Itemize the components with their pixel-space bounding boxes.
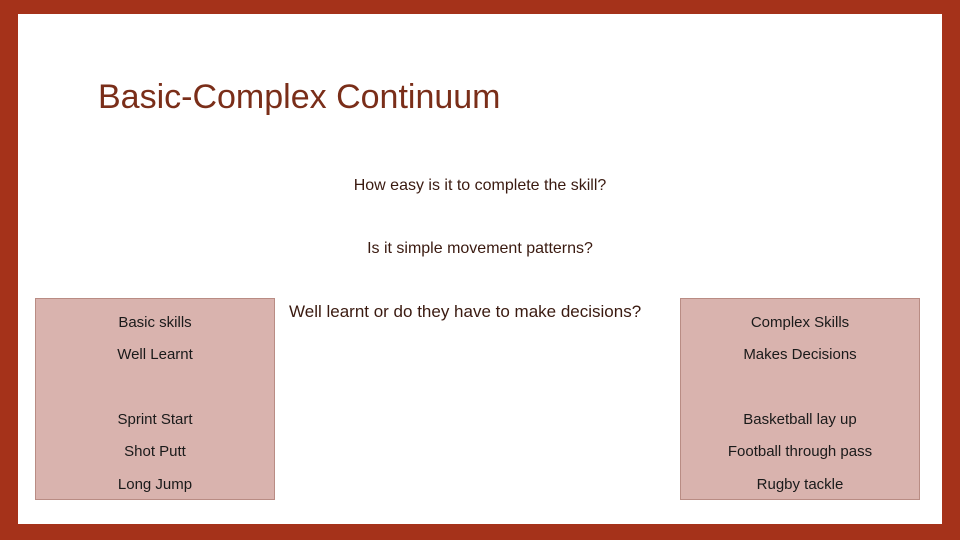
complex-skills-heading: Complex Skills xyxy=(750,314,850,331)
basic-skills-box xyxy=(35,298,275,500)
basic-skills-subheading: Well Learnt xyxy=(117,346,193,363)
question-decisions: Well learnt or do they have to make decisions? xyxy=(289,302,642,321)
complex-example: Football through pass xyxy=(727,443,873,460)
complex-example: Basketball lay up xyxy=(743,411,857,428)
question-movement: Is it simple movement patterns? xyxy=(367,240,593,257)
basic-example: Long Jump xyxy=(117,476,193,493)
question-ease: How easy is it to complete the skill? xyxy=(353,177,607,194)
basic-skills-heading: Basic skills xyxy=(118,314,192,331)
slide-title: Basic-Complex Continuum xyxy=(98,78,501,116)
slide xyxy=(18,14,942,524)
basic-example: Sprint Start xyxy=(117,411,193,428)
complex-example: Rugby tackle xyxy=(756,476,844,493)
complex-skills-box xyxy=(680,298,920,500)
complex-skills-subheading: Makes Decisions xyxy=(743,346,857,363)
basic-example: Shot Putt xyxy=(124,443,186,460)
